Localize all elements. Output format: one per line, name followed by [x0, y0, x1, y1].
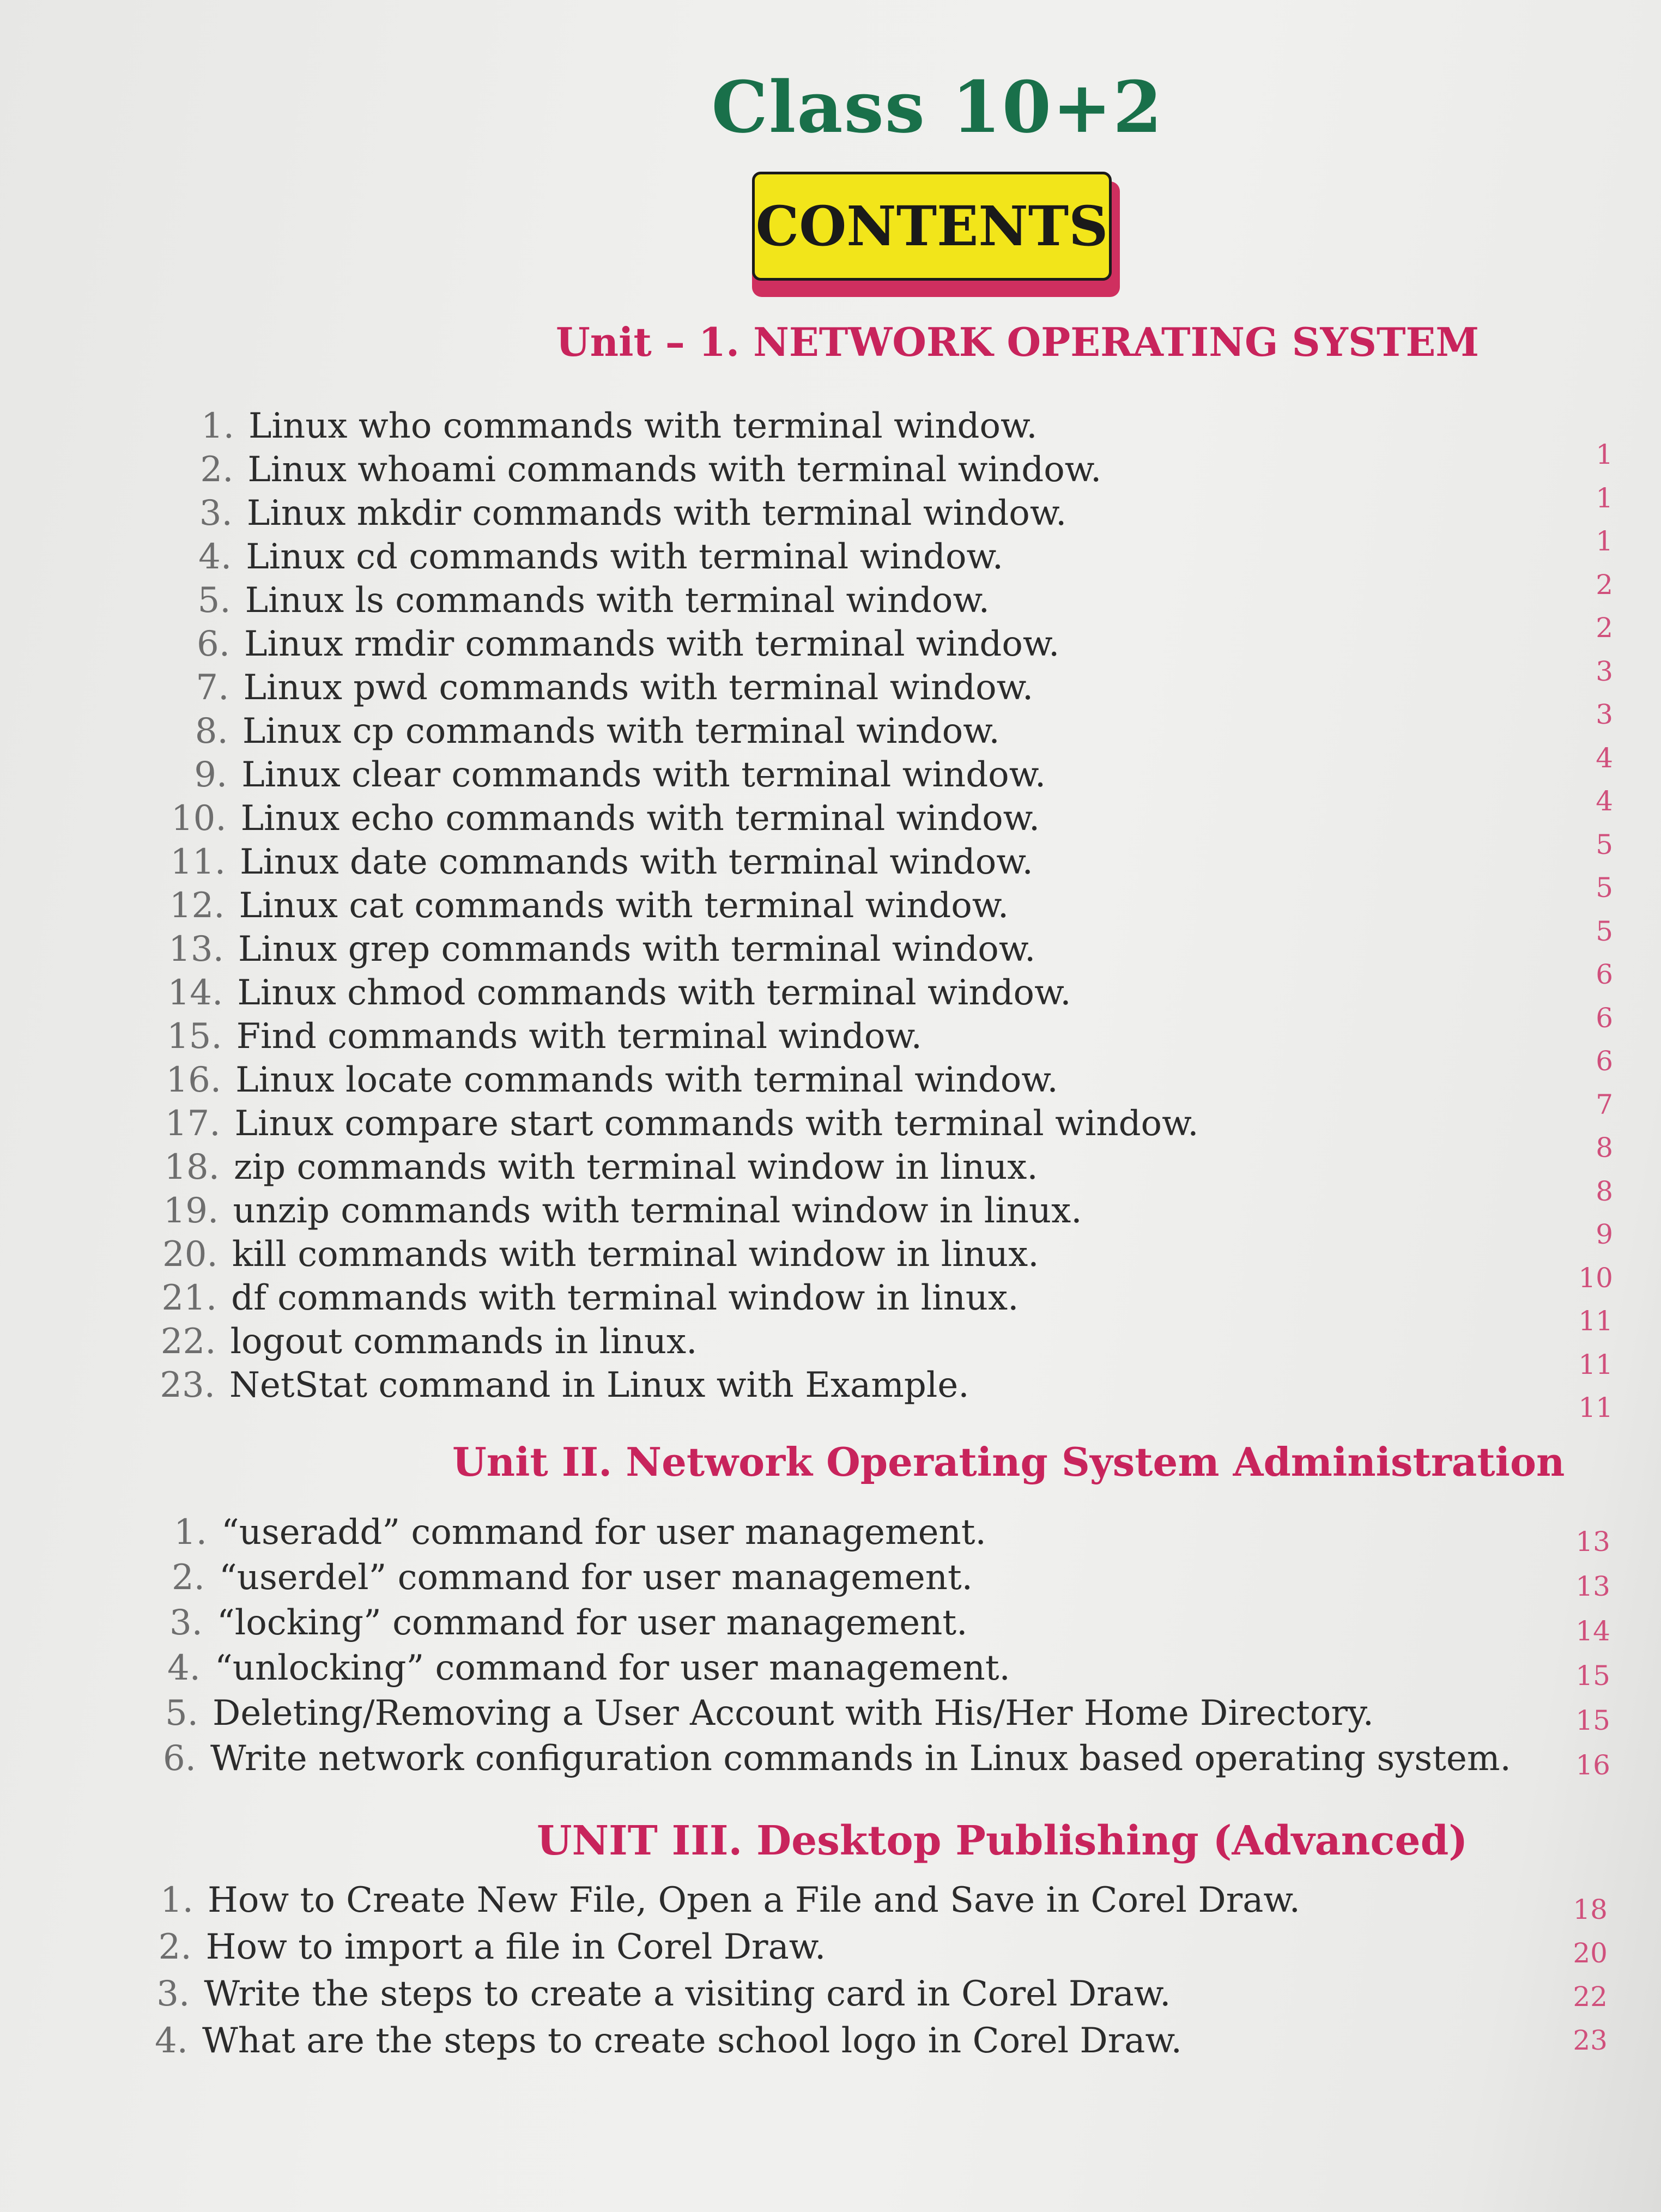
- contents-badge: [752, 172, 1120, 297]
- toc-row: [169, 668, 1033, 708]
- toc-row: [161, 1060, 1058, 1100]
- toc-row: [165, 886, 1009, 926]
- toc-row: [145, 1558, 973, 1598]
- toc-row: [160, 1147, 1038, 1187]
- toc-row: [156, 1322, 698, 1362]
- toc-number: 10.: [171, 798, 227, 839]
- toc-number: 4.: [167, 1648, 201, 1688]
- badge-label: CONTENTS: [752, 172, 1112, 281]
- toc-page-number: 8: [1596, 1175, 1613, 1207]
- toc-page-number: 11: [1578, 1392, 1613, 1423]
- toc-page-number: 13: [1575, 1526, 1610, 1558]
- toc-row: [167, 755, 1046, 795]
- toc-row: [161, 1104, 1199, 1144]
- toc-page-number: 1: [1596, 482, 1613, 514]
- toc-page-number: 7: [1596, 1088, 1613, 1120]
- unit-heading: UNIT III. Desktop Publishing (Advanced): [537, 1817, 1468, 1864]
- toc-row: [138, 1693, 1374, 1734]
- toc-entry-text: How to Create New File, Open a File and Save in Corel Draw.: [208, 1880, 1300, 1920]
- toc-entry-text: Linux date commands with terminal window.: [240, 842, 1033, 882]
- toc-entry-text: Deleting/Removing a User Account with His/Her Home Directory.: [213, 1693, 1374, 1734]
- toc-row: [134, 1880, 1300, 1920]
- toc-number: 20.: [162, 1234, 218, 1275]
- toc-entry-text: logout commands in linux.: [230, 1322, 698, 1362]
- toc-row: [174, 406, 1038, 446]
- toc-row: [136, 1738, 1511, 1779]
- toc-entry-text: Write the steps to create a visiting card in Corel Draw.: [204, 1974, 1171, 2014]
- toc-number: 1.: [201, 406, 234, 446]
- toc-row: [168, 711, 1000, 752]
- toc-number: 18.: [164, 1147, 220, 1187]
- toc-row: [162, 1016, 922, 1057]
- toc-number: 2.: [158, 1927, 192, 1967]
- toc-number: 4.: [154, 2021, 188, 2061]
- toc-page-number: 3: [1596, 699, 1613, 730]
- toc-number: 5.: [165, 1693, 198, 1734]
- toc-page-number: 4: [1596, 785, 1613, 817]
- toc-page-number: 2: [1596, 568, 1613, 601]
- toc-row: [172, 537, 1003, 577]
- toc-number: 12.: [169, 886, 225, 926]
- toc-page-number: 3: [1596, 655, 1613, 687]
- toc-entry-text: df commands with terminal window in linux.: [231, 1278, 1019, 1318]
- toc-entry-text: kill commands with terminal window in linux.: [232, 1234, 1039, 1275]
- toc-row: [164, 929, 1035, 969]
- toc-entry-text: “unlocking” command for user management.: [215, 1648, 1010, 1688]
- toc-number: 23.: [160, 1365, 215, 1405]
- toc-entry-text: unzip commands with terminal window in linux.: [233, 1191, 1082, 1231]
- unit-heading: Unit – 1. NETWORK OPERATING SYSTEM: [556, 319, 1480, 365]
- toc-page-number: 14: [1575, 1615, 1610, 1647]
- toc-number: 13.: [168, 929, 224, 969]
- toc-row: [167, 798, 1040, 839]
- toc-page-number: 16: [1575, 1749, 1610, 1781]
- toc-row: [143, 1603, 967, 1643]
- toc-entry-text: How to import a file in Corel Draw.: [205, 1927, 826, 1967]
- toc-entry-text: zip commands with terminal window in linux.: [233, 1147, 1038, 1187]
- toc-page-number: 15: [1575, 1660, 1610, 1692]
- toc-row: [158, 1234, 1039, 1275]
- toc-page-number: 22: [1573, 1981, 1608, 2013]
- toc-number: 11.: [170, 842, 226, 882]
- toc-number: 1.: [173, 1512, 207, 1553]
- toc-entry-text: “userdel” command for user management.: [219, 1558, 973, 1598]
- toc-number: 2.: [200, 450, 234, 490]
- toc-number: 3.: [169, 1603, 203, 1643]
- toc-row: [128, 2021, 1182, 2061]
- toc-row: [163, 973, 1071, 1013]
- toc-number: 7.: [196, 668, 229, 708]
- toc-entry-text: Linux chmod commands with terminal window.: [237, 973, 1071, 1013]
- toc-page-number: 1: [1596, 525, 1613, 557]
- toc-entry-text: Linux grep commands with terminal window.: [238, 929, 1036, 969]
- toc-page-number: 6: [1596, 1045, 1613, 1077]
- toc-row: [171, 580, 990, 621]
- toc-entry-text: Find commands with terminal window.: [236, 1016, 922, 1057]
- toc-page-number: 10: [1578, 1262, 1613, 1294]
- toc-page-number: 5: [1596, 915, 1613, 947]
- page-title: Class 10+2: [711, 65, 1163, 149]
- toc-entry-text: Linux mkdir commands with terminal window.: [246, 493, 1067, 534]
- toc-entry-text: Linux cat commands with terminal window.: [239, 886, 1009, 926]
- toc-number: 3.: [199, 493, 233, 534]
- toc-entry-text: Linux clear commands with terminal window.: [241, 755, 1046, 795]
- toc-entry-text: Linux rmdir commands with terminal window.: [244, 624, 1060, 664]
- toc-page-number: 1: [1596, 439, 1613, 470]
- toc-entry-text: Linux cd commands with terminal window.: [246, 537, 1004, 577]
- toc-page-number: 15: [1575, 1705, 1610, 1736]
- toc-row: [173, 450, 1101, 490]
- toc-number: 9.: [194, 755, 228, 795]
- toc-number: 16.: [166, 1060, 222, 1100]
- toc-page-number: 13: [1575, 1571, 1610, 1602]
- toc-number: 4.: [198, 537, 232, 577]
- toc-entry-text: Linux whoami commands with terminal window.: [247, 450, 1102, 490]
- toc-page-number: 9: [1596, 1219, 1613, 1250]
- toc-number: 15.: [166, 1016, 222, 1057]
- toc-page-number: 6: [1596, 1002, 1613, 1034]
- toc-number: 21.: [161, 1278, 217, 1318]
- toc-entry-text: NetStat command in Linux with Example.: [229, 1365, 969, 1405]
- toc-row: [155, 1365, 969, 1405]
- toc-page-number: 23: [1573, 2025, 1608, 2056]
- toc-entry-text: Write network configuration commands in Linux based operating system.: [210, 1738, 1511, 1779]
- toc-row: [170, 624, 1059, 664]
- toc-row: [141, 1648, 1010, 1688]
- toc-page-number: 20: [1573, 1937, 1608, 1969]
- toc-page-number: 6: [1596, 959, 1613, 990]
- toc-row: [132, 1927, 826, 1967]
- toc-number: 22.: [160, 1322, 216, 1362]
- toc-page-number: 5: [1596, 828, 1613, 860]
- toc-number: 19.: [163, 1191, 219, 1231]
- toc-entry-text: Linux compare start commands with terminal window.: [234, 1104, 1199, 1144]
- toc-entry-text: What are the steps to create school logo in Corel Draw.: [202, 2021, 1182, 2061]
- toc-row: [147, 1512, 986, 1553]
- toc-entry-text: Linux pwd commands with terminal window.: [243, 668, 1034, 708]
- toc-entry-text: Linux echo commands with terminal window.: [240, 798, 1040, 839]
- toc-number: 2.: [171, 1558, 205, 1598]
- toc-entry-text: Linux cp commands with terminal window.: [242, 711, 1000, 752]
- toc-row: [173, 493, 1067, 534]
- toc-entry-text: Linux who commands with terminal window.: [248, 406, 1038, 446]
- unit-heading: Unit II. Network Operating System Administration: [452, 1439, 1565, 1485]
- toc-entry-text: Linux ls commands with terminal window.: [245, 580, 990, 621]
- toc-number: 3.: [156, 1974, 190, 2014]
- toc-number: 1.: [160, 1880, 193, 1920]
- toc-page-number: 5: [1596, 872, 1613, 904]
- toc-row: [159, 1191, 1082, 1231]
- toc-number: 6.: [162, 1738, 196, 1779]
- toc-row: [166, 842, 1033, 882]
- toc-page-number: 18: [1573, 1894, 1608, 1925]
- toc-row: [130, 1974, 1171, 2014]
- toc-page-number: 11: [1578, 1348, 1613, 1380]
- toc-number: 17.: [165, 1104, 221, 1144]
- toc-page-number: 11: [1578, 1305, 1613, 1337]
- toc-entry-text: “locking” command for user management.: [217, 1603, 968, 1643]
- toc-number: 8.: [195, 711, 228, 752]
- toc-number: 6.: [196, 624, 231, 664]
- toc-page-number: 4: [1596, 742, 1613, 774]
- toc-page-number: 2: [1596, 612, 1613, 644]
- toc-entry-text: “useradd” command for user management.: [221, 1512, 986, 1553]
- toc-entry-text: Linux locate commands with terminal window.: [235, 1060, 1058, 1100]
- toc-page-number: 8: [1596, 1132, 1613, 1163]
- toc-number: 5.: [197, 580, 231, 621]
- toc-number: 14.: [167, 973, 223, 1013]
- toc-row: [157, 1278, 1019, 1318]
